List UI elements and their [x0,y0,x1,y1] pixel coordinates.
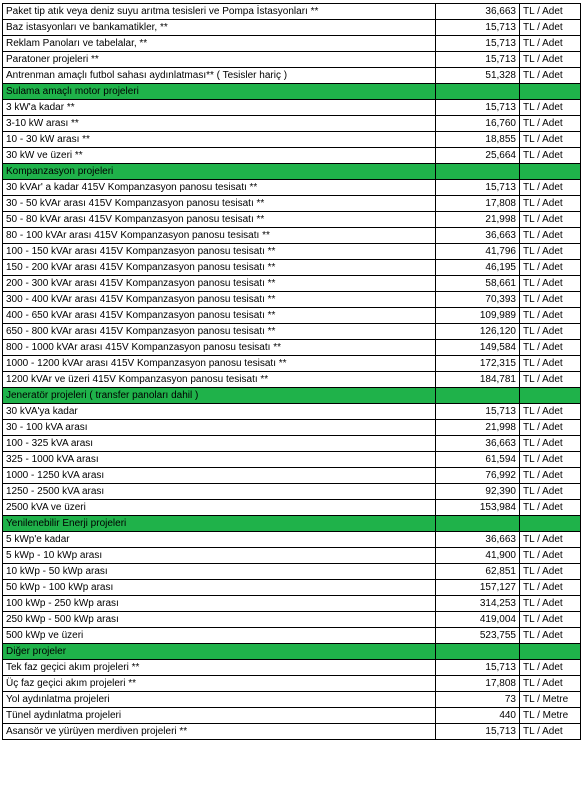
section-title: Jeneratör projeleri ( transfer panoları dahil ) [3,388,436,404]
table-row [3,420,581,436]
section-title: Yenilenebilir Enerji projeleri [3,516,436,532]
section-empty-cell [436,388,520,404]
item-label: Yol aydınlatma projeleri [3,692,436,708]
item-label: 100 - 150 kVAr arası 415V Kompanzasyon panosu tesisatı ** [3,244,436,260]
item-label: 250 kWp - 500 kWp arası [3,612,436,628]
table-row [3,532,581,548]
item-price: 440 [436,708,520,724]
item-unit: TL / Adet [520,228,581,244]
item-label: 3 kW'a kadar ** [3,100,436,116]
item-price: 46,195 [436,260,520,276]
item-label: Tünel aydınlatma projeleri [3,708,436,724]
section-empty-cell [436,164,520,180]
table-row [3,612,581,628]
item-unit: TL / Adet [520,20,581,36]
item-price: 184,781 [436,372,520,388]
item-price: 172,315 [436,356,520,372]
item-unit: TL / Adet [520,36,581,52]
item-unit: TL / Adet [520,4,581,20]
item-unit: TL / Adet [520,116,581,132]
section-empty-cell [520,516,581,532]
item-price: 15,713 [436,660,520,676]
item-label: 50 - 80 kVAr arası 415V Kompanzasyon panosu tesisatı ** [3,212,436,228]
item-label: 30 - 100 kVA arası [3,420,436,436]
item-unit: TL / Adet [520,548,581,564]
table-row [3,452,581,468]
item-label: Tek faz geçici akım projeleri ** [3,660,436,676]
item-label: 100 kWp - 250 kWp arası [3,596,436,612]
item-label: 5 kWp - 10 kWp arası [3,548,436,564]
item-label: Baz istasyonları ve bankamatikler, ** [3,20,436,36]
price-table [2,3,581,740]
item-price: 149,584 [436,340,520,356]
item-price: 16,760 [436,116,520,132]
item-unit: TL / Adet [520,324,581,340]
item-label: Paket tip atık veya deniz suyu arıtma tesisleri ve Pompa İstasyonları ** [3,4,436,20]
table-row [3,548,581,564]
item-price: 17,808 [436,196,520,212]
table-row [3,708,581,724]
item-unit: TL / Adet [520,500,581,516]
item-label: 400 - 650 kVAr arası 415V Kompanzasyon panosu tesisatı ** [3,308,436,324]
table-row [3,308,581,324]
table-row [3,724,581,740]
table-row [3,484,581,500]
item-price: 15,713 [436,404,520,420]
item-label: 1200 kVAr ve üzeri 415V Kompanzasyon panosu tesisatı ** [3,372,436,388]
item-price: 17,808 [436,676,520,692]
item-unit: TL / Adet [520,420,581,436]
item-unit: TL / Adet [520,564,581,580]
item-label: 500 kWp ve üzeri [3,628,436,644]
item-unit: TL / Adet [520,276,581,292]
item-label: 30 kW ve üzeri ** [3,148,436,164]
item-price: 126,120 [436,324,520,340]
item-price: 153,984 [436,500,520,516]
item-label: 10 - 30 kW arası ** [3,132,436,148]
item-price: 76,992 [436,468,520,484]
item-unit: TL / Metre [520,708,581,724]
item-price: 36,663 [436,532,520,548]
table-row [3,564,581,580]
table-row [3,692,581,708]
table-row [3,324,581,340]
item-unit: TL / Adet [520,660,581,676]
item-price: 70,393 [436,292,520,308]
item-price: 25,664 [436,148,520,164]
table-row [3,660,581,676]
item-unit: TL / Adet [520,340,581,356]
table-row [3,372,581,388]
section-empty-cell [520,84,581,100]
table-row [3,212,581,228]
table-row [3,228,581,244]
item-label: 30 kVAr' a kadar 415V Kompanzasyon panosu tesisatı ** [3,180,436,196]
item-price: 41,900 [436,548,520,564]
item-price: 73 [436,692,520,708]
item-unit: TL / Adet [520,308,581,324]
table-row [3,676,581,692]
table-row [3,100,581,116]
section-empty-cell [520,388,581,404]
section-empty-cell [436,84,520,100]
section-header-row [3,388,581,404]
item-unit: TL / Adet [520,404,581,420]
item-unit: TL / Adet [520,484,581,500]
item-price: 314,253 [436,596,520,612]
section-empty-cell [436,644,520,660]
table-row [3,628,581,644]
section-empty-cell [520,164,581,180]
item-label: Asansör ve yürüyen merdiven projeleri ** [3,724,436,740]
item-price: 15,713 [436,36,520,52]
table-row [3,580,581,596]
section-header-row [3,164,581,180]
table-row [3,52,581,68]
table-row [3,276,581,292]
item-label: 200 - 300 kVAr arası 415V Kompanzasyon panosu tesisatı ** [3,276,436,292]
section-empty-cell [436,516,520,532]
item-unit: TL / Adet [520,196,581,212]
price-table-body [3,4,581,740]
item-price: 36,663 [436,436,520,452]
item-price: 15,713 [436,20,520,36]
item-unit: TL / Adet [520,452,581,468]
item-label: Paratoner projeleri ** [3,52,436,68]
item-unit: TL / Adet [520,244,581,260]
item-unit: TL / Adet [520,676,581,692]
item-price: 18,855 [436,132,520,148]
item-unit: TL / Adet [520,212,581,228]
item-unit: TL / Adet [520,260,581,276]
item-unit: TL / Adet [520,292,581,308]
table-row [3,404,581,420]
item-unit: TL / Adet [520,628,581,644]
table-row [3,180,581,196]
section-title: Sulama amaçlı motor projeleri [3,84,436,100]
table-row [3,116,581,132]
section-header-row [3,84,581,100]
item-unit: TL / Adet [520,356,581,372]
item-price: 157,127 [436,580,520,596]
table-row [3,500,581,516]
item-label: 2500 kVA ve üzeri [3,500,436,516]
item-label: 1250 - 2500 kVA arası [3,484,436,500]
item-label: 1000 - 1200 kVAr arası 415V Kompanzasyon panosu tesisatı ** [3,356,436,372]
table-row [3,468,581,484]
item-label: 10 kWp - 50 kWp arası [3,564,436,580]
item-price: 58,661 [436,276,520,292]
item-price: 41,796 [436,244,520,260]
item-label: 50 kWp - 100 kWp arası [3,580,436,596]
item-price: 51,328 [436,68,520,84]
item-price: 62,851 [436,564,520,580]
item-unit: TL / Adet [520,724,581,740]
item-label: 100 - 325 kVA arası [3,436,436,452]
table-row [3,4,581,20]
item-label: Antrenman amaçlı futbol sahası aydınlatması** ( Tesisler hariç ) [3,68,436,84]
item-label: 325 - 1000 kVA arası [3,452,436,468]
section-header-row [3,644,581,660]
item-price: 109,989 [436,308,520,324]
table-row [3,260,581,276]
item-label: 150 - 200 kVAr arası 415V Kompanzasyon panosu tesisatı ** [3,260,436,276]
item-label: 30 kVA'ya kadar [3,404,436,420]
item-price: 21,998 [436,420,520,436]
item-unit: TL / Adet [520,532,581,548]
item-label: 800 - 1000 kVAr arası 415V Kompanzasyon panosu tesisatı ** [3,340,436,356]
section-empty-cell [520,644,581,660]
item-label: 30 - 50 kVAr arası 415V Kompanzasyon panosu tesisatı ** [3,196,436,212]
item-price: 15,713 [436,52,520,68]
table-row [3,148,581,164]
item-unit: TL / Adet [520,148,581,164]
item-price: 92,390 [436,484,520,500]
item-unit: TL / Adet [520,596,581,612]
item-unit: TL / Adet [520,68,581,84]
item-price: 15,713 [436,100,520,116]
item-label: 80 - 100 kVAr arası 415V Kompanzasyon panosu tesisatı ** [3,228,436,244]
item-price: 523,755 [436,628,520,644]
item-label: 650 - 800 kVAr arası 415V Kompanzasyon panosu tesisatı ** [3,324,436,340]
table-row [3,340,581,356]
table-row [3,196,581,212]
item-unit: TL / Adet [520,132,581,148]
item-unit: TL / Metre [520,692,581,708]
item-price: 15,713 [436,724,520,740]
item-unit: TL / Adet [520,372,581,388]
item-price: 419,004 [436,612,520,628]
item-price: 61,594 [436,452,520,468]
table-row [3,20,581,36]
table-row [3,132,581,148]
item-label: 300 - 400 kVAr arası 415V Kompanzasyon panosu tesisatı ** [3,292,436,308]
item-label: 1000 - 1250 kVA arası [3,468,436,484]
item-unit: TL / Adet [520,436,581,452]
item-label: Üç faz geçici akım projeleri ** [3,676,436,692]
item-price: 36,663 [436,228,520,244]
item-unit: TL / Adet [520,612,581,628]
section-title: Kompanzasyon projeleri [3,164,436,180]
item-unit: TL / Adet [520,100,581,116]
table-row [3,436,581,452]
table-row [3,68,581,84]
table-row [3,292,581,308]
item-unit: TL / Adet [520,580,581,596]
item-label: Reklam Panoları ve tabelalar, ** [3,36,436,52]
item-price: 36,663 [436,4,520,20]
item-price: 15,713 [436,180,520,196]
item-unit: TL / Adet [520,52,581,68]
item-label: 3-10 kW arası ** [3,116,436,132]
table-row [3,36,581,52]
section-title: Diğer projeler [3,644,436,660]
table-row [3,244,581,260]
item-price: 21,998 [436,212,520,228]
table-row [3,596,581,612]
item-unit: TL / Adet [520,180,581,196]
section-header-row [3,516,581,532]
item-label: 5 kWp'e kadar [3,532,436,548]
item-unit: TL / Adet [520,468,581,484]
table-row [3,356,581,372]
